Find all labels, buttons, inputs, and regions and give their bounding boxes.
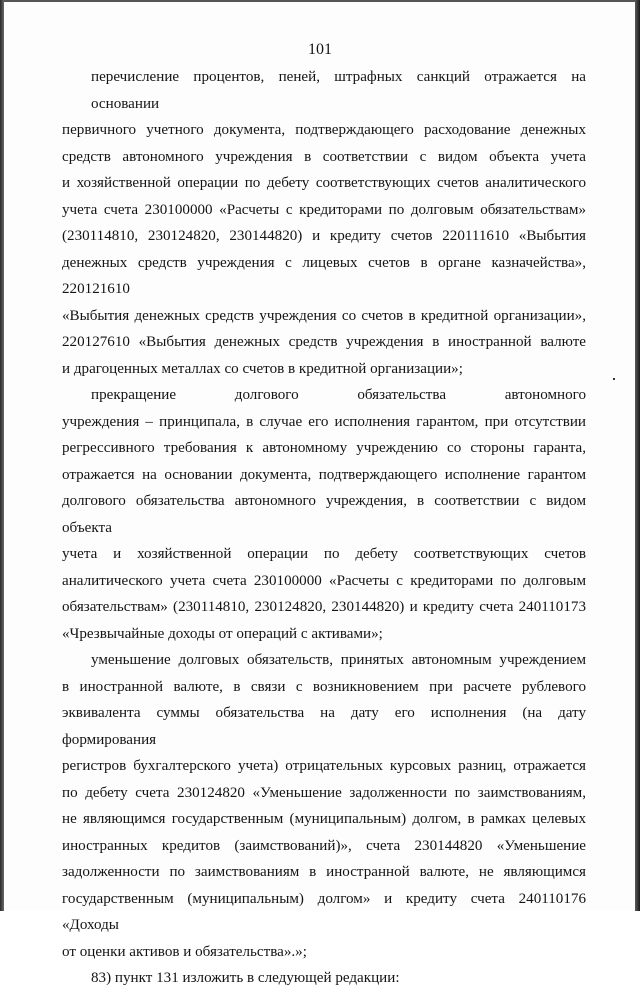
text-line: уменьшение долговых обязательств, принятых автономным учреждением (91, 652, 586, 668)
text-line: не являющимся государственным (муниципальным) долгом, в рамках целевых (62, 811, 586, 827)
page-number: 101 (308, 41, 332, 58)
text-line: учета и хозяйственной операции по дебету соответствующих счетов (62, 546, 586, 562)
text-line: (230114810, 230124820, 230144820) и кредиту счетов 220111610 «Выбытия (62, 228, 586, 244)
scan-speck (613, 378, 615, 380)
text-line: средств автономного учреждения в соответствии с видом объекта учета (62, 148, 586, 165)
text-line: перечисление процентов, пеней, штрафных санкций отражается на основании (91, 69, 586, 112)
text-line: задолженности по заимствованиям в иностранной валюте, не являющимся (62, 864, 586, 880)
text-line: эквивалента суммы обязательства на дату его исполнения (на дату формирования (62, 705, 586, 748)
text-line: 83) пункт 131 изложить в следующей редакции: (91, 970, 400, 986)
text-line: иностранных кредитов (заимствований)», счета 230144820 «Уменьшение (62, 837, 586, 854)
text-line: первичного учетного документа, подтверждающего расходование денежных (62, 122, 586, 138)
text-line: обязательствам» (230114810, 230124820, 230144820) и кредиту счета 240110173 (62, 599, 586, 615)
text-line: денежных средств учреждения с лицевых счетов в органе казначейства», 220121610 (62, 254, 586, 297)
text-line: 220127610 «Выбытия денежных средств учреждения в иностранной валюте (62, 334, 586, 350)
text-line: прекращение долгового обязательства автономного (91, 387, 586, 403)
scan-edge-left (0, 0, 4, 911)
document-body (62, 64, 586, 992)
text-line: учета счета 230100000 «Расчеты с кредиторами по долговым обязательствам» (62, 201, 586, 218)
text-line: «Выбытия денежных средств учреждения со счетов в кредитной организации», (62, 307, 586, 324)
text-line: от оценки активов и обязательства».»; (62, 943, 307, 960)
paragraph-p2 (62, 382, 586, 647)
text-line: аналитического учета счета 230100000 «Расчеты с кредиторами по долговым (62, 572, 586, 589)
text-line: и драгоценных металлах со счетов в кредитной организации»; (62, 360, 463, 377)
text-line: регистров бухгалтерского учета) отрицательных курсовых разниц, отражается (62, 758, 586, 774)
scan-edge-top (0, 0, 640, 2)
paragraph-p1 (62, 64, 586, 382)
scan-edge-right (635, 0, 640, 911)
text-line: по дебету счета 230124820 «Уменьшение задолженности по заимствованиям, (62, 784, 586, 801)
text-line: учреждения – принципала, в случае его исполнения гарантом, при отсутствии (62, 413, 586, 430)
paragraph-p3 (62, 647, 586, 965)
text-line: и хозяйственной операции по дебету соответствующих счетов аналитического (62, 175, 586, 191)
text-line: государственным (муниципальным) долгом» и кредиту счета 240110176 «Доходы (62, 890, 586, 933)
text-line: отражается на основании документа, подтверждающего исполнение гарантом (62, 466, 586, 483)
text-line: регрессивного требования к автономному учреждению со стороны гаранта, (62, 440, 586, 456)
text-line: в иностранной валюте, в связи с возникновением при расчете рублевого (62, 678, 586, 695)
text-line: долгового обязательства автономного учреждения, в соответствии с видом объекта (62, 493, 586, 536)
text-line: «Чрезвычайные доходы от операций с активами»; (62, 625, 383, 642)
paragraph-p4 (62, 965, 586, 992)
